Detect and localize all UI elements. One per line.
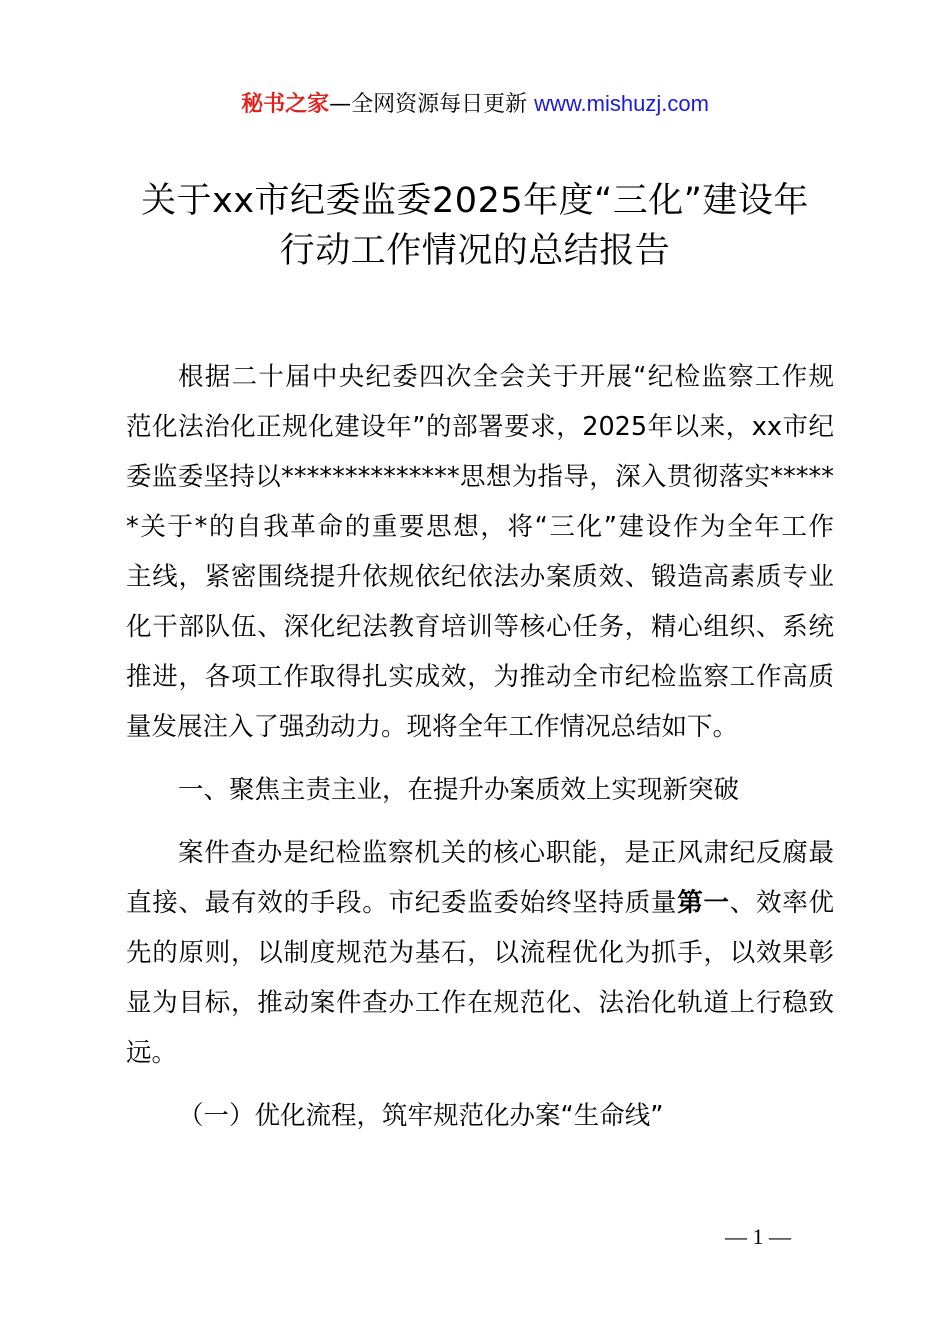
case-paragraph xyxy=(126,828,834,1078)
bold-emphasis: 第一 xyxy=(677,888,730,918)
subsection-heading-1: （一）优化流程，筑牢规范化办案“生命线” xyxy=(178,1101,664,1131)
intro-line: 根据二十届中央纪委四次全会关于开展“纪检监察工作规 xyxy=(178,362,834,392)
title-line-1: 关于xx市纪委监委2025年度“三化”建设年 xyxy=(141,181,809,221)
site-tagline: —全网资源每日更新 xyxy=(329,92,535,117)
intro-line: 主线，紧密围绕提升依规依纪依法办案质效、锻造高素质专业 xyxy=(126,562,834,592)
intro-line: 委监委坚持以**************思想为指导，深入贯彻落实***** xyxy=(126,462,834,492)
case-line-text: 直接、最有效的手段。市纪委监委始终坚持质量 xyxy=(126,888,678,918)
site-url-link[interactable]: www.mishuzj.com xyxy=(534,91,709,116)
intro-line: *关于*的自我革命的重要思想，将“三化”建设作为全年工作 xyxy=(126,512,834,542)
site-header xyxy=(0,88,950,121)
case-line-text: 、效率优 xyxy=(729,888,834,918)
intro-line: 范化法治化正规化建设年”的部署要求，2025年以来，xx市纪 xyxy=(126,412,834,442)
case-line: 案件查办是纪检监察机关的核心职能，是正风肃纪反腐最 xyxy=(178,838,834,868)
document-body xyxy=(126,352,834,1141)
intro-line: 化干部队伍、深化纪法教育培训等核心任务，精心组织、系统 xyxy=(126,612,834,642)
intro-line: 推进，各项工作取得扎实成效，为推动全市纪检监察工作高质 xyxy=(126,662,834,692)
intro-paragraph xyxy=(126,352,834,752)
case-line: 显为目标，推动案件查办工作在规范化、法治化轨道上行稳致 xyxy=(126,988,834,1018)
section-heading-1: 一、聚焦主责主业，在提升办案质效上实现新突破 xyxy=(178,775,740,805)
document-title xyxy=(100,176,850,276)
case-line: 先的原则，以制度规范为基石，以流程优化为抓手，以效果彰 xyxy=(126,938,834,968)
intro-line: 量发展注入了强劲动力。现将全年工作情况总结如下。 xyxy=(126,712,739,742)
case-line: 远。 xyxy=(126,1038,178,1068)
case-line xyxy=(126,878,834,928)
site-brand: 秘书之家 xyxy=(241,92,330,117)
title-line-2: 行动工作情况的总结报告 xyxy=(279,231,671,271)
page-number: — 1 — xyxy=(725,1224,791,1249)
